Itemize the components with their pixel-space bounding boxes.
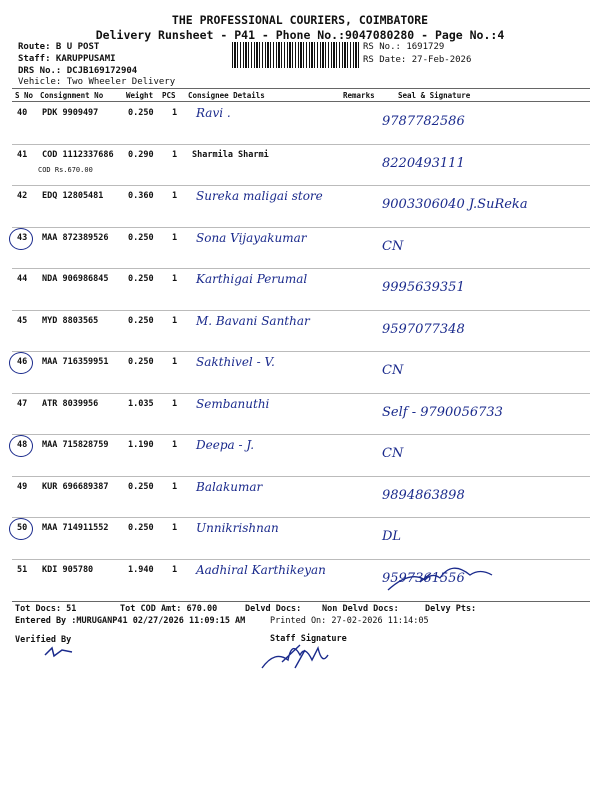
row-pcs: 1: [172, 108, 178, 118]
row-weight: 0.250: [128, 108, 154, 118]
row-weight: 0.360: [128, 191, 154, 201]
rs-date: RS Date: 27-Feb-2026: [363, 55, 472, 65]
row-sno: 42: [17, 191, 28, 201]
total-cod-amount: Tot COD Amt: 670.00: [120, 604, 218, 614]
row-consignee: Sharmila Sharmi: [192, 149, 269, 160]
row-consignee-handwritten: Balakumar: [196, 479, 263, 494]
row-weight: 0.250: [128, 232, 154, 243]
col-consignment: Consignment No: [40, 91, 104, 100]
row-sno: 45: [17, 315, 28, 326]
row-consignee-handwritten: Deepa - J.: [196, 438, 255, 452]
row-signature-handwritten: 9894863898: [382, 487, 465, 503]
non-delivered-docs: Non Delvd Docs:: [322, 604, 399, 614]
row-consignment-no: MAA 716359951: [42, 357, 109, 367]
row-consignee-handwritten: Aadhiral Karthikeyan: [196, 562, 326, 577]
row-consignment-no: MYD 8803565: [42, 315, 99, 326]
staff-signature-scribble: [262, 645, 328, 668]
row-signature-handwritten: Self - 9790056733: [382, 404, 503, 420]
route-text: Route: B U POST: [18, 42, 100, 52]
row-consignment-no: MAA 715828759: [42, 440, 109, 450]
row-signature-handwritten: DL: [382, 529, 402, 544]
company-title: THE PROFESSIONAL COURIERS, COIMBATORE: [171, 13, 429, 27]
row-consignee-handwritten: Unnikrishnan: [196, 521, 279, 535]
row-weight: 0.290: [128, 149, 154, 160]
col-sno: S No: [15, 91, 34, 100]
row-pcs: 1: [172, 191, 178, 201]
row-sno: 44: [17, 274, 28, 284]
staff-text: Staff: KARUPPUSAMI: [18, 54, 116, 64]
row-signature-handwritten: CN: [382, 446, 404, 461]
row-weight: 0.250: [128, 274, 154, 284]
row-consignee-handwritten: Sureka maligai store: [196, 189, 323, 203]
row-signature-handwritten: 9003306040 J.SuReka: [382, 197, 528, 212]
staff-signature-label: Staff Signature: [270, 634, 347, 644]
runsheet-subtitle: Delivery Runsheet - P41 - Phone No.:9047080280 - Page No.:4: [95, 28, 505, 42]
row-cod-amount: COD Rs.670.00: [38, 165, 93, 174]
row-pcs: 1: [172, 481, 178, 492]
row-sno: 40: [17, 108, 28, 118]
row-pcs: 1: [172, 440, 178, 450]
row-consignment-no: COD 1112337686: [42, 149, 114, 160]
row-weight: 1.940: [128, 564, 154, 575]
row51-signature-scribble: [388, 568, 492, 590]
row-weight: 0.250: [128, 315, 154, 326]
row-weight: 1.190: [128, 440, 154, 450]
col-seal-signature: Seal & Signature: [398, 91, 471, 100]
row-signature-handwritten: 9787782586: [382, 114, 465, 129]
row-pcs: 1: [172, 398, 178, 409]
row-weight: 0.250: [128, 481, 154, 492]
row-pcs: 1: [172, 274, 178, 284]
row-signature-handwritten: CN: [382, 238, 404, 254]
row-pcs: 1: [172, 564, 178, 575]
row-consignee-handwritten: M. Bavani Santhar: [196, 313, 310, 328]
row-weight: 0.250: [128, 357, 154, 367]
row-sno: 48: [17, 440, 28, 450]
row-pcs: 1: [172, 523, 178, 533]
col-weight: Weight: [126, 91, 154, 100]
row-consignment-no: NDA 906986845: [42, 274, 109, 284]
row-weight: 1.035: [128, 398, 154, 409]
row-sno: 50: [17, 523, 28, 533]
row-sno: 51: [17, 564, 28, 575]
row-sno: 43: [17, 232, 28, 243]
row-signature-handwritten: CN: [382, 363, 404, 378]
row-pcs: 1: [172, 149, 178, 160]
row-signature-handwritten: 8220493111: [382, 155, 465, 171]
delivered-docs: Delvd Docs:: [245, 604, 302, 614]
row-consignment-no: MAA 872389526: [42, 232, 109, 243]
row-sno: 41: [17, 149, 28, 160]
vehicle-text: Vehicle: Two Wheeler Delivery: [18, 77, 176, 87]
row-weight: 0.250: [128, 523, 154, 533]
row-consignee-handwritten: Sona Vijayakumar: [196, 230, 307, 245]
row-consignee-handwritten: Karthigai Perumal: [196, 272, 308, 286]
row-consignment-no: PDK 9909497: [42, 108, 99, 118]
rs-number: RS No.: 1691729: [363, 42, 445, 52]
row-consignment-no: MAA 714911552: [42, 523, 109, 533]
row-consignment-no: ATR 8039956: [42, 398, 99, 409]
entered-by: Entered By :MURUGANP41 02/27/2026 11:09:15 AM: [15, 616, 246, 626]
delivery-points: Delvy Pts:: [425, 604, 477, 614]
row-sno: 49: [17, 481, 28, 492]
row-consignee-handwritten: Sembanuthi: [196, 396, 270, 411]
col-remarks: Remarks: [343, 91, 375, 100]
row-pcs: 1: [172, 232, 178, 243]
row-pcs: 1: [172, 315, 178, 326]
printed-on: Printed On: 27-02-2026 11:14:05: [270, 616, 429, 626]
row-sno: 46: [17, 357, 28, 367]
col-consignee: Consignee Details: [188, 91, 265, 100]
row-consignment-no: EDQ 12805481: [42, 191, 104, 201]
row-signature-handwritten: 9597361556: [382, 570, 465, 586]
verified-by-label: Verified By: [15, 635, 72, 645]
col-pcs: PCS: [162, 91, 176, 100]
row-sno: 47: [17, 398, 28, 409]
row-signature-handwritten: 9597077348: [382, 321, 465, 337]
drs-number: DRS No.: DCJB169172904: [18, 66, 138, 76]
row-signature-handwritten: 9995639351: [382, 280, 465, 295]
row-consignee-handwritten: Sakthivel - V.: [196, 355, 275, 369]
total-docs: Tot Docs: 51: [15, 604, 77, 614]
row-pcs: 1: [172, 357, 178, 367]
row-consignment-no: KUR 696689387: [42, 481, 109, 492]
row-consignment-no: KDI 905780: [42, 564, 94, 575]
verified-by-signature: [45, 648, 72, 656]
row-consignee-handwritten: Ravi .: [196, 106, 231, 120]
